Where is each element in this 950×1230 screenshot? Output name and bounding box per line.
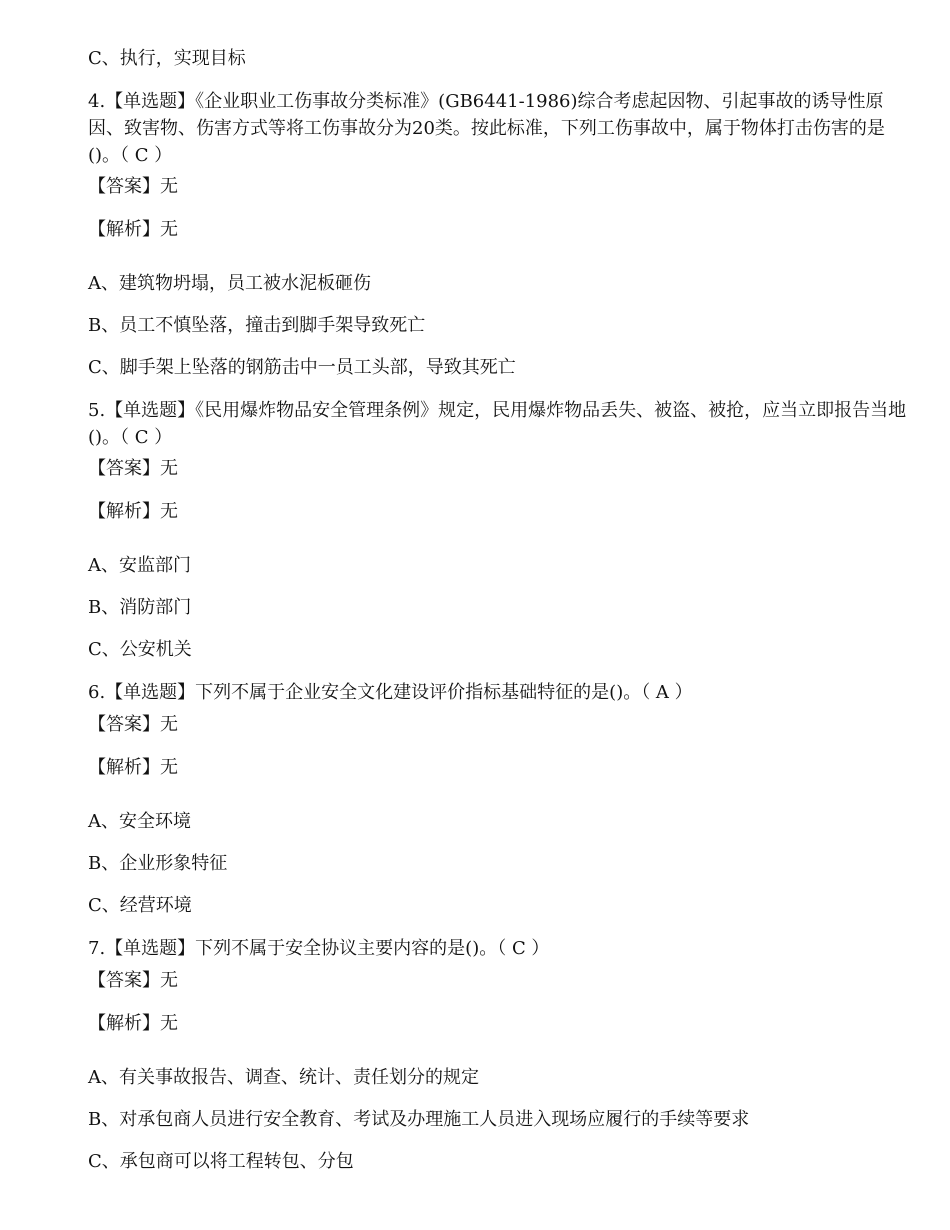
option-line: C、经营环境 bbox=[88, 895, 192, 916]
option-line: B、员工不慎坠落，撞击到脚手架导致死亡 bbox=[88, 315, 426, 336]
option-line: C、执行，实现目标 bbox=[88, 48, 246, 69]
option-line: A、建筑物坍塌，员工被水泥板砸伤 bbox=[88, 273, 371, 294]
option-line: A、有关事故报告、调查、统计、责任划分的规定 bbox=[88, 1067, 479, 1088]
option-line: B、消防部门 bbox=[88, 597, 192, 618]
analysis-line: 【解析】无 bbox=[88, 1013, 178, 1034]
answer-line: 【答案】无 bbox=[88, 458, 178, 479]
analysis-line: 【解析】无 bbox=[88, 501, 178, 522]
answer-line: 【答案】无 bbox=[88, 714, 178, 735]
option-line: B、企业形象特征 bbox=[88, 853, 228, 874]
option-line: B、对承包商人员进行安全教育、考试及办理施工人员进入现场应履行的手续等要求 bbox=[88, 1109, 750, 1130]
option-line: A、安监部门 bbox=[88, 555, 191, 576]
option-line: A、安全环境 bbox=[88, 811, 191, 832]
answer-line: 【答案】无 bbox=[88, 176, 178, 197]
analysis-line: 【解析】无 bbox=[88, 219, 178, 240]
option-line: C、脚手架上坠落的钢筋击中一员工头部，导致其死亡 bbox=[88, 357, 516, 378]
question-stem: 6.【单选题】下列不属于企业安全文化建设评价指标基础特征的是()。（ A ） bbox=[88, 682, 693, 703]
option-line: C、承包商可以将工程转包、分包 bbox=[88, 1151, 354, 1172]
answer-line: 【答案】无 bbox=[88, 970, 178, 991]
question-stem: 5.【单选题】《民用爆炸物品安全管理条例》规定，民用爆炸物品丢失、被盗、被抢，应当立即报告当地()。（ C ） bbox=[88, 400, 907, 448]
option-line: C、公安机关 bbox=[88, 639, 192, 660]
question-stem: 7.【单选题】下列不属于安全协议主要内容的是()。（ C ） bbox=[88, 938, 550, 959]
analysis-line: 【解析】无 bbox=[88, 757, 178, 778]
question-stem: 4.【单选题】《企业职业工伤事故分类标准》(GB6441-1986)综合考虑起因物、引起事故的诱导性原因、致害物、伤害方式等将工伤事故分为20类。按此标准，下列工伤事故中，属于物体打击伤害的是()。（ C ） bbox=[88, 91, 885, 166]
